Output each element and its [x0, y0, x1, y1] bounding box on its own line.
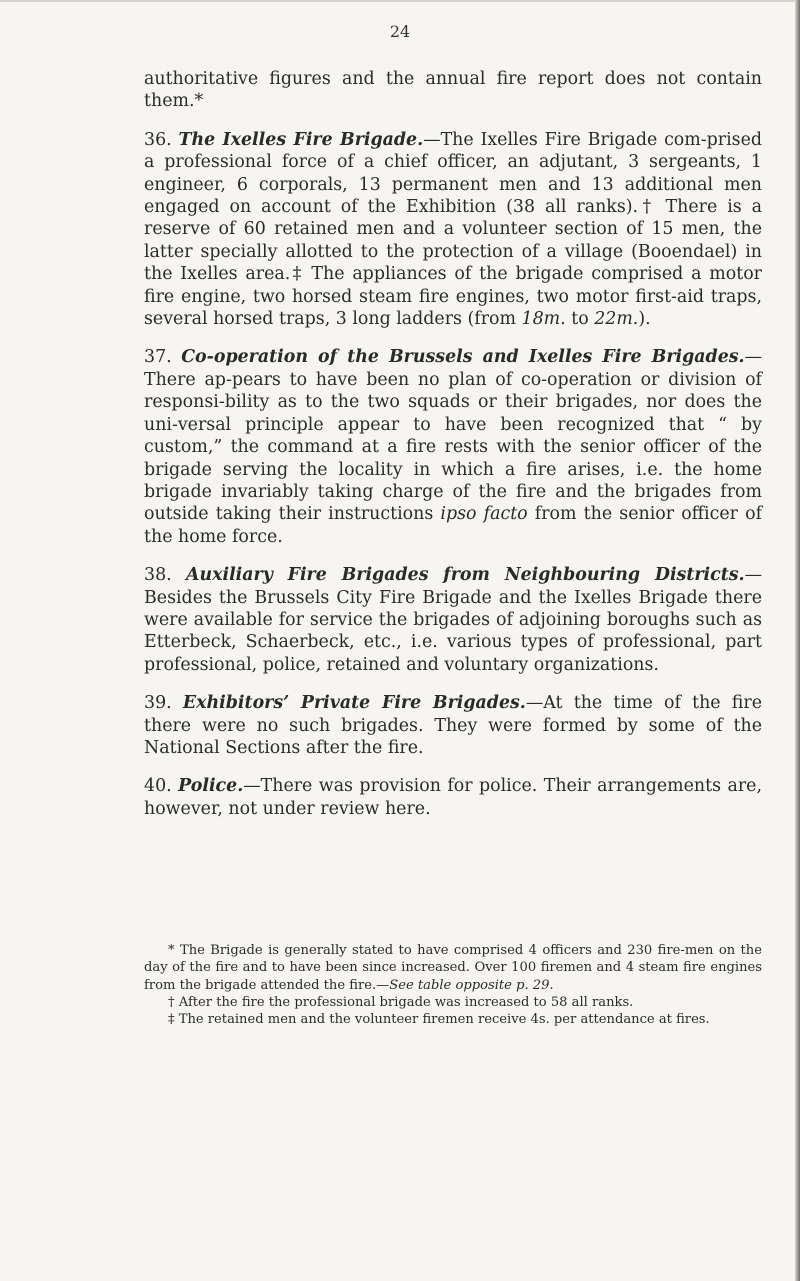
paragraph-text: —Besides the Brussels City Fire Brigade and the Ixelles Brigade there were available for service the brigades of adjoining boroughs such as Etterbeck, Schaerbeck, etc., i.e. various types of professional, part professional, police, retained and voluntary organizations.	[144, 565, 763, 675]
footnote-reference: See table opposite p. 29.	[389, 977, 554, 993]
paragraph-number: 37.	[144, 347, 172, 368]
paragraph-text: ).	[638, 309, 651, 330]
paragraph-text: to	[565, 309, 595, 330]
paragraph-heading: Police.	[178, 776, 244, 797]
paragraph-number: 40.	[144, 776, 172, 797]
paragraph-number: 38.	[144, 565, 172, 586]
footnote-mark: *	[168, 943, 180, 958]
paragraph-text: —At the time of the fire there were no such brigades. They were formed by some of the National Sections after the fire.	[144, 693, 762, 758]
paragraph-37	[144, 346, 762, 548]
paragraph-text: —The Ixelles Fire Brigade com-prised a professional force of a chief officer, an adjutant, 3 sergeants, 1 engineer, 6 corporals, 13 permanent men and 13 additional men engaged on account of the Exhibition (38 all ranks).† There is a reserve of 60 retained men and a volunteer section of 15 men, the latter specially allotted to the protection of a village (Booendael) in the Ixelles area.‡ The appliances of the brigade comprised a motor fire engine, two horsed steam fire engines, two motor first-aid traps, several horsed traps, 3 long ladders (from	[144, 129, 763, 330]
paragraph-38	[144, 564, 762, 676]
paragraph-heading: Exhibitors’ Private Fire Brigades.	[182, 693, 526, 714]
footnote-mark: ‡	[168, 1012, 179, 1028]
paragraph-text: —There was provision for police. Their arrangements are, however, not under review here.	[144, 776, 762, 819]
ladder-min-length: 18m.	[521, 309, 566, 330]
latin-phrase: ipso facto	[440, 504, 528, 525]
footnote-asterisk	[144, 942, 762, 994]
footnote-dagger	[144, 994, 762, 1011]
footnote-double-dagger	[144, 1011, 762, 1028]
paragraph-text: —There ap-pears to have been no plan of co-operation or division of responsi-bility as to the two squads or their brigades, nor does the uni-versal principle appear to have been recognized that “ by custom,” the command at a fire rests with the senior officer of the brigade serving the locality in which a fire arises, i.e. the home brigade invariably taking charge of the fire and the brigades from outside taking their instructions	[144, 347, 762, 525]
paragraph-36	[144, 129, 762, 331]
paragraph-39	[144, 692, 762, 759]
paragraph-heading: Auxiliary Fire Brigades from Neighbouring Districts.	[185, 565, 745, 586]
paragraph-text: authoritative figures and the annual fire report does not contain them.*	[144, 69, 762, 112]
scan-edge-right	[795, 0, 800, 1281]
footnote-text: The retained men and the volunteer firemen receive 4s. per attendance at fires.	[178, 1012, 710, 1028]
paragraph-heading: Co-operation of the Brussels and Ixelles Fire Brigades.	[181, 347, 745, 368]
body-text	[144, 68, 762, 836]
paragraph-40	[144, 775, 762, 820]
paragraph-number: 39.	[144, 693, 172, 714]
footnotes	[144, 942, 762, 1028]
paragraph-number: 36.	[144, 129, 172, 150]
scan-edge-top	[0, 0, 800, 2]
paragraph-text: from the senior officer of the home force.	[144, 504, 763, 547]
footnote-mark: †	[168, 994, 179, 1010]
ladder-max-length: 22m.	[594, 309, 639, 330]
page-number: 24	[389, 22, 411, 41]
paragraph-continuation	[144, 68, 762, 113]
footnote-text: The Brigade is generally stated to have comprised 4 officers and 230 fire-men on the day of the fire and to have been since increased. Over 100 firemen and 4 steam fire engines from the brigade attended the fire.—	[144, 943, 762, 993]
footnote-text: After the fire the professional brigade was increased to 58 all ranks.	[178, 994, 634, 1010]
paragraph-heading: The Ixelles Fire Brigade.	[178, 129, 424, 150]
